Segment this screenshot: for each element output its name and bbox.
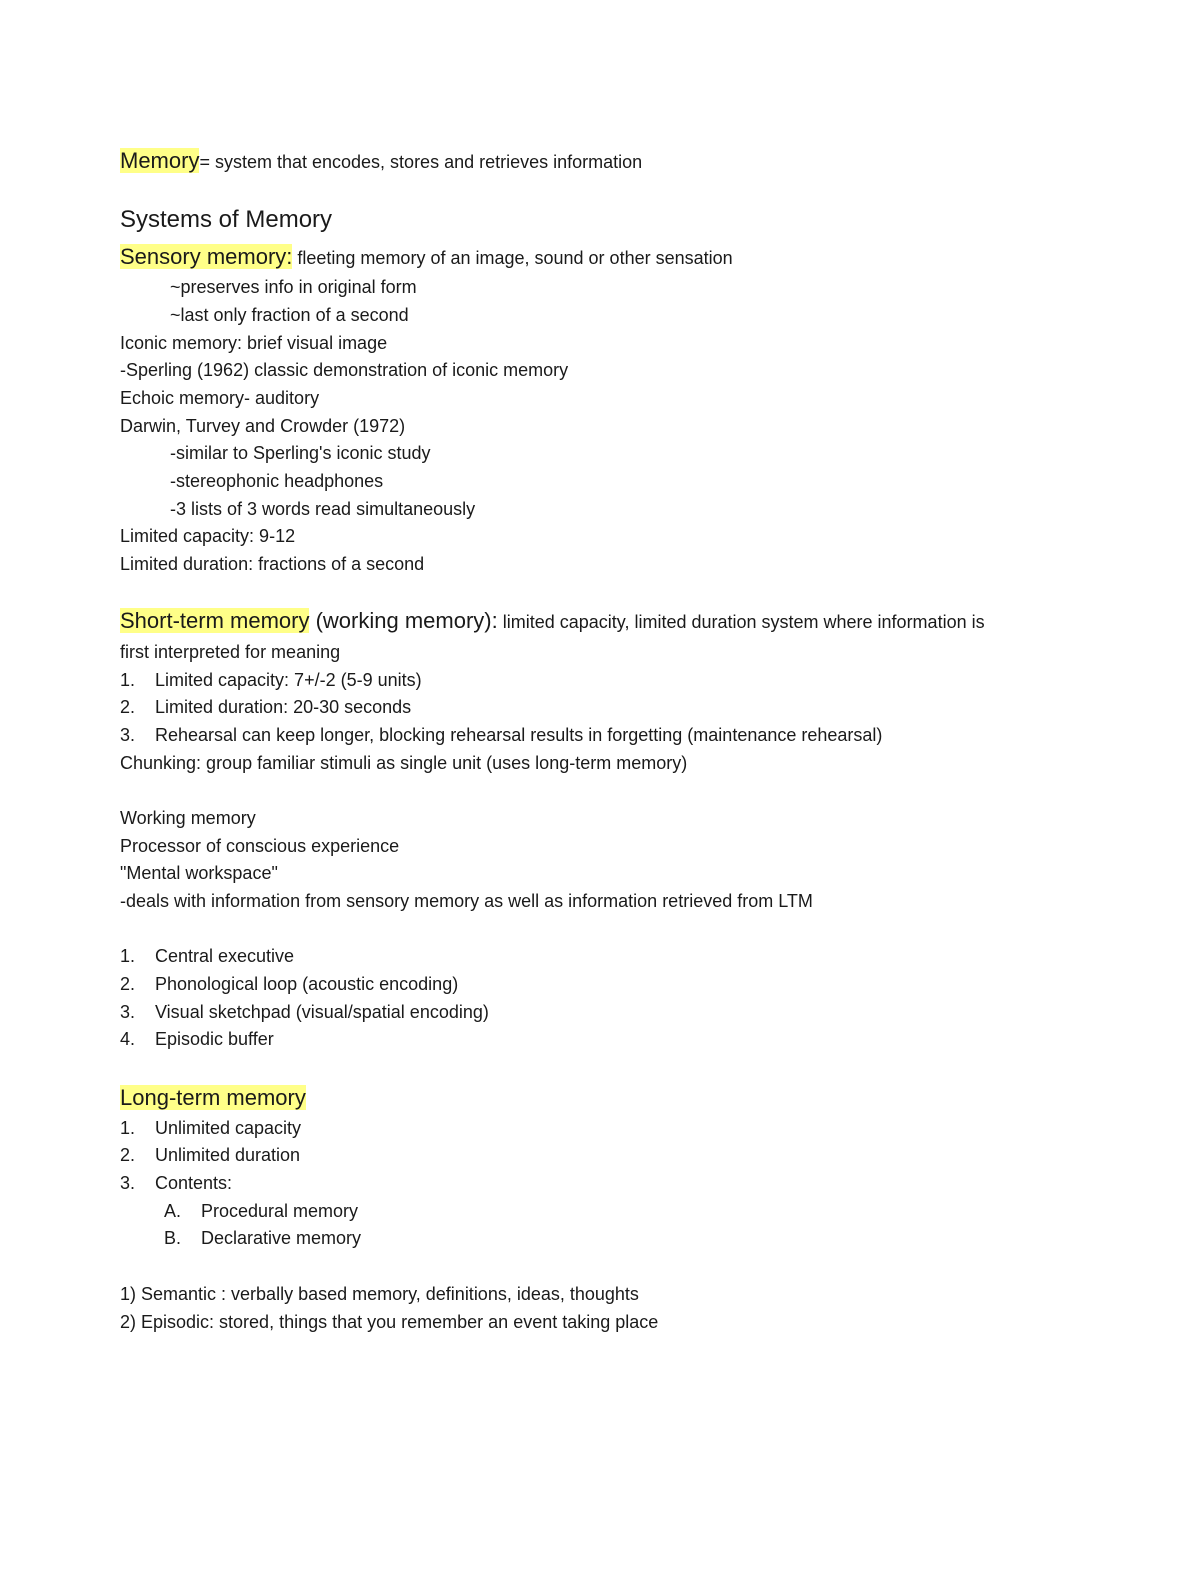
sub-list-item: A. Procedural memory [164,1201,359,1221]
short-term-memory-paren: (working memory): [309,608,498,633]
memory-term: Memory [120,148,200,173]
sensory-line: -Sperling (1962) classic demonstration of iconic memory [120,360,569,380]
chunking-line: Chunking: group familiar stimuli as single unit (uses long-term memory) [120,753,688,773]
memory-definition: = system that encodes, stores and retrieves information [199,152,643,172]
working-memory-line: -deals with information from sensory memory as well as information retrieved from LTM [120,891,813,911]
sensory-limit: Limited capacity: 9-12 [120,526,296,546]
memory-definition-line [120,146,642,176]
long-term-memory-line [120,1083,306,1113]
sensory-memory-definition: fleeting memory of an image, sound or other sensation [292,248,733,268]
sensory-line: Echoic memory- auditory [120,388,320,408]
memory-type-line: 1) Semantic : verbally based memory, definitions, ideas, thoughts [120,1284,639,1304]
short-term-memory-term: Short-term memory [120,608,310,633]
list-item: 3. Contents: [120,1173,233,1193]
short-term-memory-line [120,606,985,636]
sensory-line: Iconic memory: brief visual image [120,333,388,353]
memory-type-line: 2) Episodic: stored, things that you remember an event taking place [120,1312,659,1332]
study-point: -stereophonic headphones [170,471,384,491]
long-term-memory-term: Long-term memory [120,1085,306,1110]
sensory-note: ~preserves info in original form [170,277,417,297]
sensory-line: Darwin, Turvey and Crowder (1972) [120,416,406,436]
working-memory-line: "Mental workspace" [120,863,278,883]
short-term-memory-definition-cont: first interpreted for meaning [120,642,341,662]
sensory-limit: Limited duration: fractions of a second [120,554,425,574]
list-item: 3. Visual sketchpad (visual/spatial encoding) [120,1002,489,1022]
list-item: 2. Unlimited duration [120,1145,301,1165]
study-point: -3 lists of 3 words read simultaneously [170,499,476,519]
list-item: 2. Limited duration: 20-30 seconds [120,697,412,717]
working-memory-line: Working memory [120,808,256,828]
list-item: 1. Limited capacity: 7+/-2 (5-9 units) [120,670,422,690]
working-memory-line: Processor of conscious experience [120,836,400,856]
list-item: 1. Central executive [120,946,295,966]
list-item: 4. Episodic buffer [120,1029,274,1049]
list-item: 1. Unlimited capacity [120,1118,302,1138]
list-item: 2. Phonological loop (acoustic encoding) [120,974,459,994]
study-point: -similar to Sperling's iconic study [170,443,431,463]
list-item: 3. Rehearsal can keep longer, blocking rehearsal results in forgetting (maintenance rehearsal) [120,725,883,745]
sensory-memory-line [120,242,733,272]
sensory-note: ~last only fraction of a second [170,305,409,325]
section-heading-systems: Systems of Memory [120,206,333,233]
sub-list-item: B. Declarative memory [164,1228,362,1248]
sensory-memory-term: Sensory memory: [120,244,293,269]
short-term-memory-definition: limited capacity, limited duration system where information is [497,612,985,632]
